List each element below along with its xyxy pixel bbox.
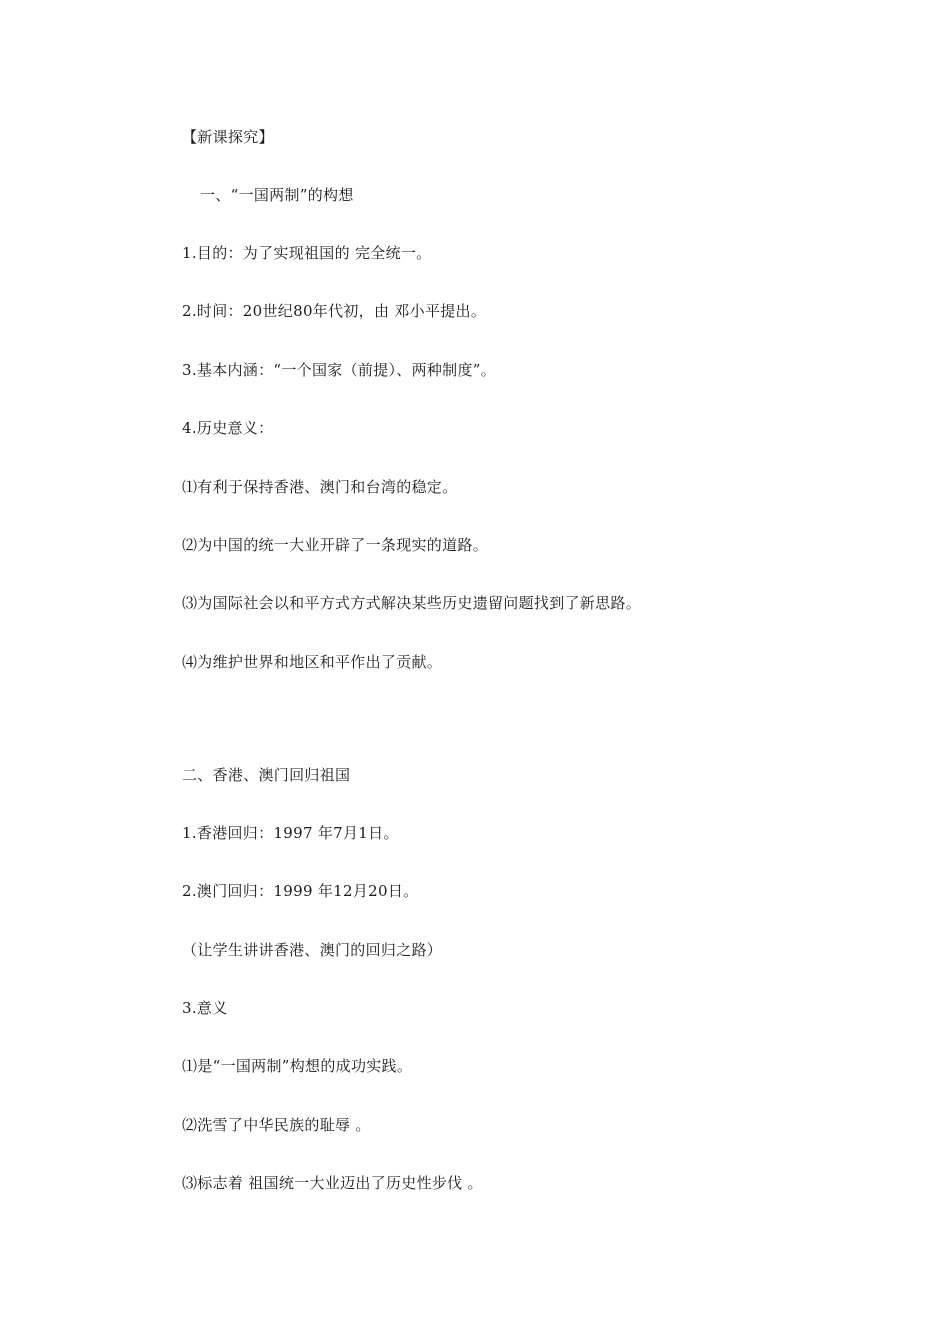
text-line-purpose: 1.目的：为了实现祖国的 完全统一。 [182, 244, 432, 262]
text-line-time: 2.时间：20世纪80年代初，由 邓小平提出。 [182, 302, 487, 320]
section-heading-return: 二、香港、澳门回归祖国 [182, 766, 351, 784]
list-item-significance-3: ⑶为国际社会以和平方式方式解决某些历史遗留问题找到了新思路。 [182, 594, 642, 612]
list-item-significance-4: ⑷为维护世界和地区和平作出了贡献。 [182, 653, 443, 671]
list-item-significance-1: ⑴有利于保持香港、澳门和台湾的稳定。 [182, 478, 458, 496]
text-line-historical-significance: 4.历史意义： [182, 419, 274, 437]
list-item-meaning-3: ⑶标志着 祖国统一大业迈出了历史性步伐 。 [182, 1174, 483, 1192]
text-line-basic-meaning: 3.基本内涵：“一个国家（前提）、两种制度”。 [182, 361, 497, 379]
list-item-significance-2: ⑵为中国的统一大业开辟了一条现实的道路。 [182, 536, 489, 554]
text-line-meaning: 3.意义 [182, 999, 228, 1017]
section-heading-new-lesson: 【新课探究】 [182, 128, 274, 146]
section-heading-one-country-two-systems: 一、“一国两制”的构想 [200, 186, 354, 204]
list-item-meaning-1: ⑴是“一国两制”构想的成功实践。 [182, 1057, 413, 1075]
text-line-macau-return: 2.澳门回归：1999 年12月20日。 [182, 882, 419, 900]
text-line-hongkong-return: 1.香港回归：1997 年7月1日。 [182, 824, 399, 842]
text-line-activity-note: （让学生讲讲香港、澳门的回归之路） [182, 941, 443, 959]
list-item-meaning-2: ⑵洗雪了中华民族的耻辱 。 [182, 1116, 371, 1134]
